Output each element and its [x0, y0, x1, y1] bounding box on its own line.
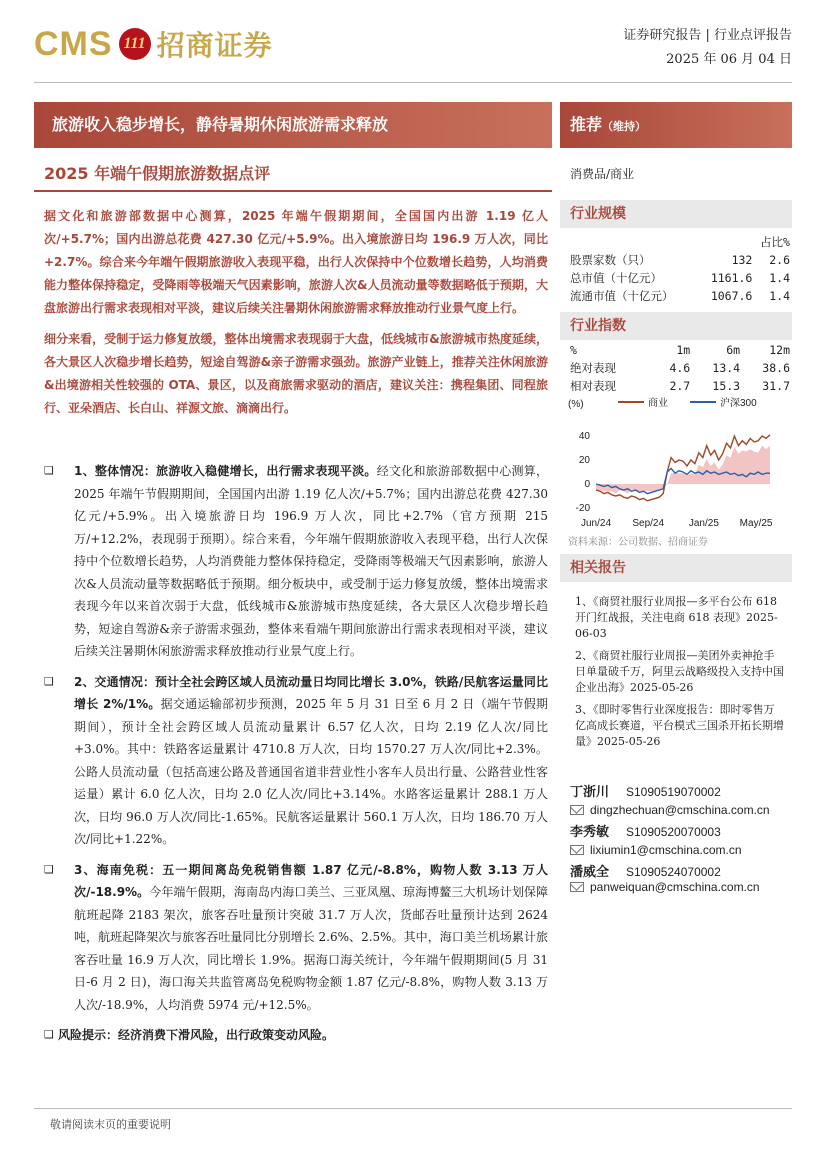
analyst-email[interactable]: dingzhechuan@cmschina.com.cn: [590, 803, 770, 817]
footer-divider: [34, 1108, 792, 1109]
series-area-diff: [596, 446, 770, 494]
summary-paragraph: 据文化和旅游部数据中心测算，2025 年端午假期期间，全国国内出游 1.19 亿人次/+5.7%；国内出游总花费 427.30 亿元/+5.9%。出入境旅游日均 196.9 万人次，同比+2.7%。综合来今年端午假期旅游收入表现平稳，出行人次保持中个位数增长趋势，人均消费能力整体保持稳定，受降雨等极端天气因素影响，旅游人次&人员流动量等数据略低于预期，大盘旅游出行需求表现相对平淡，建议后续关注暑期休闲旅游需求释放推动行业景气度上行。: [44, 209, 548, 315]
bullet-section: [44, 460, 548, 1047]
bullet-lead: 1、整体情况：旅游收入稳健增长，出行需求表现平淡。: [74, 464, 377, 478]
index-value: 31.7: [762, 379, 790, 393]
table-row: [570, 251, 790, 269]
checkbox-bullet-icon: ❑: [44, 674, 54, 688]
report-type: 证券研究报告 | 行业点评报告: [623, 28, 792, 43]
legend-label-sector: 商业: [648, 398, 668, 409]
section-header-index: 行业指数: [560, 312, 792, 340]
rating-banner: [560, 102, 792, 148]
x-tick-label: May/25: [739, 518, 773, 529]
analyst-email[interactable]: lixiumin1@cmschina.com.cn: [590, 843, 742, 857]
analyst-cert: S1090520070003: [626, 825, 721, 839]
table-row: [570, 359, 790, 377]
y-tick-label: -20: [575, 503, 590, 514]
analyst-cert: S1090519070002: [626, 785, 721, 799]
checkbox-bullet-icon: ❑: [44, 862, 54, 876]
bullet-item: [44, 671, 548, 851]
section-header-scale: 行业规模: [560, 200, 792, 228]
rating-note: （维持）: [602, 120, 647, 133]
bullet-body: 据交通运输部初步预测，2025 年 5 月 31 日至 6 月 2 日（端午节假期期间），预计全社会跨区域人员流动量累计 6.57 亿人次，日均 2.19 亿人次/同比+3.0%。其中：铁路客运量累计 4710.8 万人次，日均 1570.27 万人次/同比+2.3%。公路人员流动量（包括高速公路及普通国省道非营业性小客车人员出行量、公路营业性客运量）累计 6.0 亿人次，日均 2.0 亿人次/同比+3.14%。水路客运量累计 288.1 万人次，日均 96.0 万人次/同比-1.65%。民航客运量累计 560.1 万人次，日均 186.70 万人次/同比+1.22%。: [74, 697, 549, 846]
bullet-body: 今年端午假期，海南岛内海口美兰、三亚凤凰、琼海博鳌三大机场计划保障航班起降 2183 架次，旅客吞吐量预计突破 31.7 万人次，货邮吞吐量预计达到 2624 吨，航班起降架次与旅客吞吐量同比分别增长 2.6%、2.5%。其中，海口美兰机场累计旅客吞吐量 16.9 万人次，同比增长 1.9%。据海口海关统计，今年端午假期期间(5 月 31 日-6 月 2 日)，海口海关共监管离岛免税购物金额 1.87 亿元/-8.8%，购物人数 3.13 万人次/-18.9%，人均消费 5974 元/+12.5%。: [74, 885, 548, 1012]
logo-badge-icon: 111: [119, 28, 151, 60]
index-header: 6m: [726, 343, 741, 357]
analyst-entry: [570, 821, 721, 840]
y-tick-label: 0: [584, 479, 590, 490]
risk-text: 风险提示：经济消费下滑风险，出行政策变动风险。: [58, 1028, 335, 1042]
y-tick-label: 40: [578, 431, 590, 442]
table-row: [570, 287, 790, 305]
x-tick-label: Jun/24: [580, 518, 612, 529]
analyst-cert: S1090524070002: [626, 865, 721, 879]
table-row: [570, 377, 790, 395]
index-performance-chart: [566, 396, 792, 531]
index-label: 相对表现: [570, 379, 616, 393]
related-report-item[interactable]: 1、《商贸社服行业周报—多平台公布 618 开门红战报，关注电商 618 表现》2025-06-03: [575, 595, 778, 640]
bullet-body: 经文化和旅游部数据中心测算，2025 年端午节假期期间，全国国内出游 1.19 亿人次/+5.7%；国内出游总花费 427.30 亿元/+5.9%。出入境旅游日均 196.9 万人次，同比+2.7%（官方预期 215 万/+12.2%，表现弱于预期）。综合来看，今年端午假期旅游收入表现平稳，出行人次保持中个位数增长趋势，人均消费能力整体保持稳定，受降雨等极端天气因素影响，旅游人次&人员流动量等数据略低于预期。细分板块中，或受制于运力修复放缓，整体出境需求表现今年以来首次弱于大盘，低线城市&旅游城市热度延续，各大景区人次稳步增长趋势，短途自驾游&亲子游需求强劲，整体来看端午期间旅游出行需求表现相对平淡，建议后续关注暑期休闲旅游需求释放推动行业景气度上行。: [74, 464, 548, 658]
legend-label-index: 沪深300: [720, 398, 757, 409]
analyst-email[interactable]: panweiquan@cmschina.com.cn: [590, 880, 760, 894]
company-logo: [34, 22, 273, 66]
scale-label: 股票家数（只）: [570, 253, 651, 267]
report-subtitle: 2025 年端午假期旅游数据点评: [44, 164, 271, 183]
related-report-item[interactable]: 2、《商贸社服行业周报—美团外卖神抢手日单量破千万，阿里云战略级投入支持中国企业出海》2025-05-26: [575, 649, 784, 694]
chart-source: 资料来源：公司数据、招商证券: [568, 537, 708, 548]
checkbox-bullet-icon: ❑: [44, 464, 54, 477]
index-header: 1m: [676, 343, 691, 357]
analyst-entry: [570, 861, 721, 880]
scale-header-pct: 占比%: [760, 235, 790, 249]
index-table: [570, 341, 790, 395]
index-value: 4.6: [669, 361, 691, 375]
bullet-item: [44, 859, 548, 1017]
index-value: 38.6: [762, 361, 790, 375]
scale-pct: 2.6: [769, 253, 790, 267]
envelope-icon: [570, 845, 584, 855]
bullet-lead: 2、交通情况：预计全社会跨区域人员流动量日均同比增长 3.0%，铁路/民航客运量同比增长 2%/1%。: [74, 674, 548, 711]
analyst-email-row[interactable]: [570, 803, 770, 817]
analyst-name: 李秀敏: [570, 825, 610, 840]
index-label: 绝对表现: [570, 361, 616, 375]
section-header-related: 相关报告: [560, 554, 792, 582]
scale-table: [570, 233, 790, 305]
scale-pct: 1.4: [769, 271, 790, 285]
scale-pct: 1.4: [769, 289, 790, 303]
index-value: 2.7: [669, 379, 691, 393]
y-tick-label: 20: [578, 455, 590, 466]
summary-paragraph: 细分来看，受制于运力修复放缓，整体出境需求表现弱于大盘，低线城市&旅游城市热度延续，各大景区人次稳步增长趋势，短途自驾游&亲子游需求强劲。旅游产业链上，推荐关注休闲旅游&出境游相关性较强的 OTA、景区，以及商旅需求驱动的酒店，建议关注：携程集团、同程旅行、亚朵酒店、长白山、祥源文旅、滴滴出行。: [44, 332, 548, 415]
analyst-name: 丁浙川: [570, 785, 610, 800]
bullet-lead: 3、海南免税：五一期间离岛免税销售额 1.87 亿元/-8.8%，购物人数 3.13 万人次/-18.9%。: [74, 862, 548, 899]
index-value: 15.3: [712, 379, 741, 393]
header-divider: [34, 82, 792, 83]
table-header-row: [570, 341, 790, 359]
analyst-entry: [570, 781, 721, 800]
analyst-email-row[interactable]: [570, 843, 742, 857]
index-value: 13.4: [712, 361, 741, 375]
sector-label: 消费品/商业: [570, 167, 635, 181]
report-title-banner: 旅游收入稳步增长，静待暑期休闲旅游需求释放: [34, 102, 552, 148]
analyst-email-row[interactable]: [570, 880, 760, 894]
envelope-icon: [570, 882, 584, 892]
x-tick-label: Jan/25: [688, 518, 719, 529]
risk-warning: [44, 1024, 548, 1047]
scale-value: 1161.6: [710, 271, 753, 285]
summary-section: [44, 205, 548, 428]
x-tick-label: Sep/24: [632, 518, 665, 529]
table-row: [570, 269, 790, 287]
scale-label: 总市值（十亿元）: [570, 271, 662, 285]
footer-note: 敬请阅读末页的重要说明: [50, 1118, 171, 1131]
index-header: %: [570, 343, 577, 357]
scale-value: 132: [731, 253, 753, 267]
checkbox-bullet-icon: ❑: [44, 1028, 54, 1041]
bullet-item: [44, 460, 548, 663]
index-header: 12m: [769, 343, 790, 357]
analyst-name: 潘威全: [570, 865, 610, 880]
scale-label: 流通市值（十亿元）: [570, 289, 674, 303]
rating-label: 推荐: [570, 115, 603, 134]
logo-company-name: 招商证券: [156, 29, 273, 62]
envelope-icon: [570, 805, 584, 815]
related-reports-list: [575, 594, 785, 756]
report-date: 2025 年 06 月 04 日: [666, 52, 792, 67]
related-report-item[interactable]: 3、《即时零售行业深度报告：即时零售万亿高成长赛道，平台模式三国杀开拓长期增量》2025-05-26: [575, 703, 784, 748]
subtitle-underline: [34, 190, 552, 192]
scale-value: 1067.6: [710, 289, 753, 303]
chart-y-label: (%): [568, 399, 584, 410]
logo-cms-text: CMS: [34, 24, 113, 63]
